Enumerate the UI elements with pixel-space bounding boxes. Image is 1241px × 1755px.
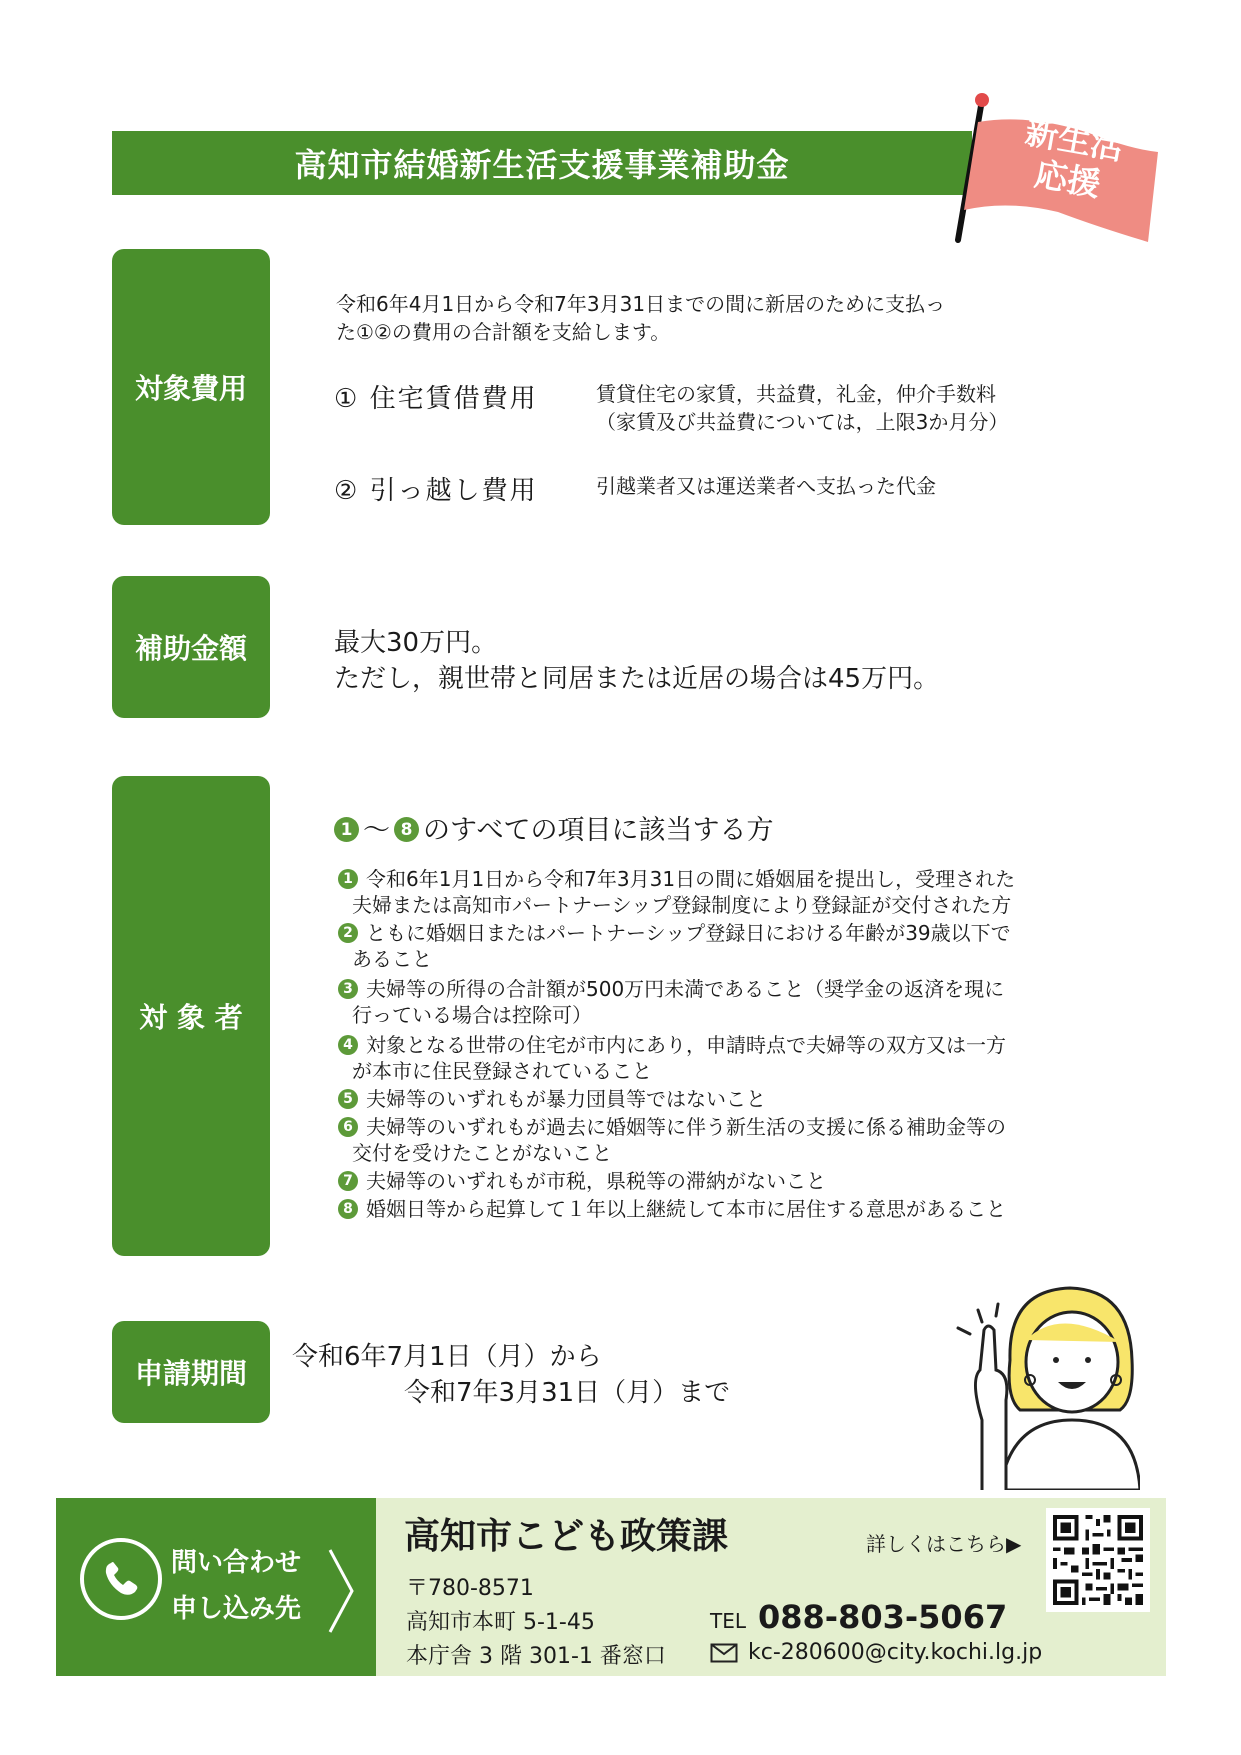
item-number: 2 [338,923,358,943]
item2-name: ② 引っ越し費用 [334,476,538,506]
item-text: 対象となる世帯の住宅が市内にあり，申請時点で夫婦等の双方又は一方 [366,1033,1006,1057]
heading-sep: 〜 [363,815,390,846]
item-number: 7 [338,1171,358,1191]
list-item [336,920,1116,976]
item-text: 夫婦等のいずれもが市税，県税等の滞納がないこと [366,1169,826,1193]
list-item [336,866,1116,920]
item-text: 令和6年1月1日から令和7年3月31日の間に婚姻届を提出し，受理された [366,867,1016,891]
item-number: 8 [338,1199,358,1219]
item1-desc-line2: （家賃及び共益費については，上限3か月分） [596,410,1009,434]
details-link[interactable]: 詳しくはこちら▶ [866,1532,1022,1556]
item-text-cont: 夫婦または高知市パートナーシップ登録制度により登録証が交付された方 [352,893,1012,917]
target-costs-intro [336,290,945,346]
item1-desc [596,380,1008,436]
period-line1: 令和6年7月1日（月）から [292,1342,602,1372]
contact-line1: 問い合わせ [171,1548,302,1578]
woman-pointing-icon [940,1270,1140,1490]
mail-icon [710,1643,738,1663]
heading-text: のすべての項目に該当する方 [423,815,774,846]
flag-text-line1: 新生活 [1022,112,1127,168]
list-item [336,1114,1116,1168]
label-period: 申請期間 [112,1321,270,1423]
eligible-list [336,866,1116,1224]
email-address[interactable]: kc-280600@city.kochi.lg.jp [748,1640,1043,1665]
address-block [406,1572,666,1674]
item-number: 6 [338,1117,358,1137]
contact-panel [56,1498,376,1676]
phone-icon-wrap [80,1538,162,1620]
item-text-cont: が本市に住民登録されていること [352,1059,652,1083]
item-text-cont: 交付を受けたことがないこと [352,1141,612,1165]
heading-num-end: 8 [394,817,419,842]
item-number: 1 [338,869,358,889]
list-item [336,1086,1116,1114]
window: 本庁舎 3 階 301-1 番窓口 [406,1644,666,1669]
list-item [336,976,1116,1032]
chevron-right-icon [326,1546,356,1636]
item-text: ともに婚姻日またはパートナーシップ登録日における年齢が39歳以下で [366,921,1011,945]
list-item [336,1032,1116,1086]
item-text: 夫婦等の所得の合計額が500万円未満であること（奨学金の返済を現に [366,977,1005,1001]
person-illustration [940,1270,1140,1490]
subsidy-line1: 最大30万円。 [334,628,498,658]
list-item [336,1168,1116,1196]
item-text-cont: 行っている場合は控除可） [352,1003,592,1027]
label-eligible: 対 象 者 [112,776,270,1256]
tel-row [710,1598,1007,1636]
intro-line2: た①②の費用の合計額を支給します。 [336,320,671,344]
item-text: 夫婦等のいずれもが暴力団員等ではないこと [366,1087,766,1111]
subsidy-line2: ただし，親世帯と同居または近居の場合は45万円。 [334,664,940,694]
eligible-heading [334,808,773,847]
intro-line1: 令和6年4月1日から令和7年3月31日までの間に新居のために支払っ [336,292,946,316]
postal-code: 〒780-8571 [406,1576,534,1601]
item-number: 4 [338,1035,358,1055]
item1-name: ① 住宅賃借費用 [334,384,538,414]
tel-label: TEL [710,1609,746,1633]
label-target-costs: 対象費用 [112,249,270,525]
label-subsidy: 補助金額 [112,576,270,718]
email-row [710,1640,1042,1665]
list-item [336,1196,1116,1224]
flag-badge [948,92,1168,252]
flag-text-line2: 応援 [1031,154,1104,205]
item-text-cont: あること [352,947,432,971]
phone-icon [101,1559,141,1599]
page-title: 高知市結婚新生活支援事業補助金 [112,131,972,195]
item-number: 5 [338,1089,358,1109]
item-text: 夫婦等のいずれもが過去に婚姻等に伴う新生活の支援に係る補助金等の [366,1115,1006,1139]
item1-desc-line1: 賃貸住宅の家賃，共益費，礼金，仲介手数料 [596,382,996,406]
item-text: 婚姻日等から起算して１年以上継続して本市に居住する意思があること [366,1197,1006,1221]
department-name: 高知市こども政策課 [404,1516,729,1557]
qr-code-icon [1046,1508,1150,1612]
heading-num-start: 1 [334,817,359,842]
item2-desc: 引越業者又は運送業者へ支払った代金 [596,474,936,498]
contact-line2: 申し込み先 [171,1594,302,1624]
address: 高知市本町 5-1-45 [406,1610,595,1635]
item-number: 3 [338,979,358,999]
period-line2: 令和7年3月31日（月）まで [404,1378,731,1408]
qr-code[interactable] [1046,1508,1150,1612]
tel-number[interactable]: 088-803-5067 [758,1598,1008,1636]
